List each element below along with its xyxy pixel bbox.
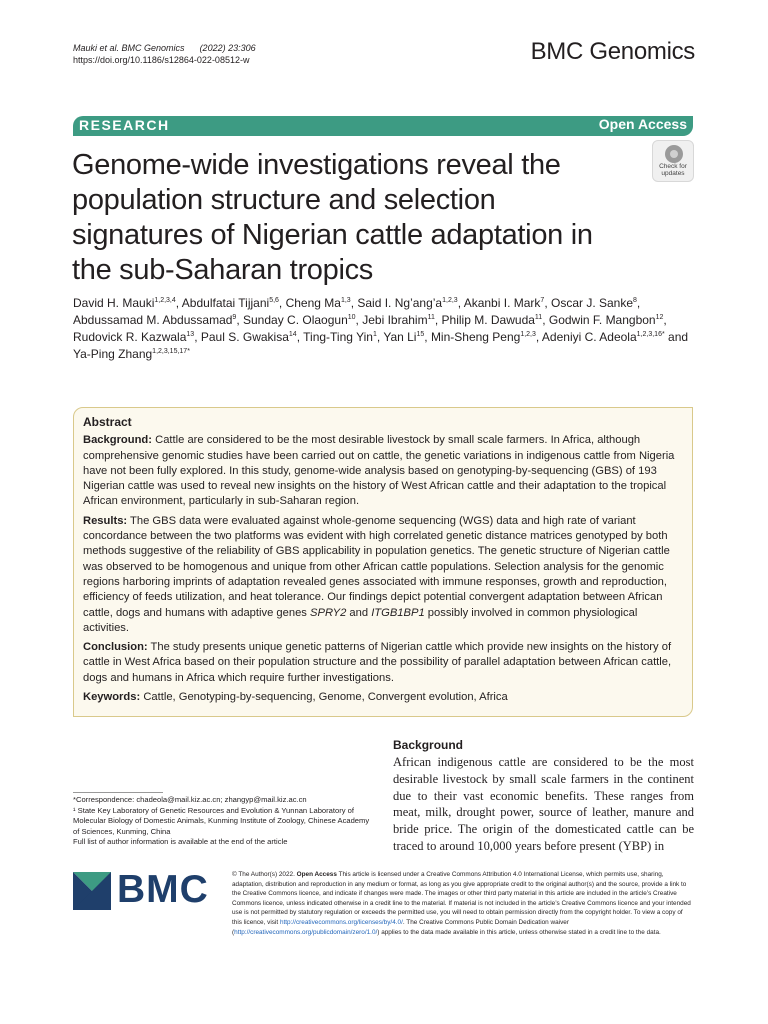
abstract-background — [83, 433, 683, 509]
author-affiliation: 5,6 — [269, 297, 279, 304]
license-link-by[interactable]: http://creativecommons.org/licenses/by/4.0/ — [279, 918, 403, 926]
background-body: African indigenous cattle are considered to be the most desirable livestock by small scale farmers in the continent due to their vast economic benefits. These ranges from meat, milk, drought power, source of leather, manure and bride price. The origin of the domesticated cattle can be traced to around 10,000 years before present (YBP) in — [393, 755, 694, 853]
author-separator: , — [175, 296, 182, 310]
author-list — [73, 295, 698, 363]
author-name: Adeniyi C. Adeola — [541, 330, 637, 344]
author-separator: , — [278, 296, 286, 310]
author-affiliation: 1,2,3 — [442, 297, 458, 304]
background-text: Cattle are considered to be the most desirable livestock by small scale farmers. In Africa, although comprehensive genomic studies have been carried out on cattle, the genetic variations in indigenous cattle from Nigeria have not been fully explored. In this study, genome-wide analysis based on genotyping-by-sequencing (GBS) of 193 Nigerian cattle was used to reveal new insights on the history of West African cattle and their adaptation to the tropical African environment, particularly in sub-Saharan region. — [83, 434, 675, 508]
author-name: Sunday C. Olaogun — [243, 313, 348, 327]
author-separator: , — [424, 330, 431, 344]
author-separator: , — [535, 330, 542, 344]
author-separator: , — [457, 296, 464, 310]
abstract-conclusion — [83, 640, 683, 686]
check-updates-line1: Check for — [659, 163, 687, 170]
license-text — [232, 870, 694, 937]
author-separator: , — [542, 313, 549, 327]
author-separator: , — [544, 296, 551, 310]
section-label: RESEARCH — [79, 117, 170, 133]
open-access-label: Open Access — [598, 116, 687, 132]
author-separator: , — [296, 330, 304, 344]
results-text-b: possibly involved in common physiological activities. — [83, 606, 638, 634]
abstract-results — [83, 514, 683, 636]
author-affiliation: 11 — [534, 314, 543, 321]
keywords-text: Cattle, Genotyping-by-sequencing, Genome, Convergent evolution, Africa — [143, 691, 508, 704]
author-name: Cheng Ma — [285, 296, 341, 310]
results-text-a: The GBS data were evaluated against whole-genome sequencing (WGS) data and high rate of variant concordance between the two platforms was evident with high correlated genetic distance matrices genotyped by both methods suggestive of the reliability of GBS applicability in population genetics. The genetic structure of Nigerian cattle was observed to be homogenous and unique from other African cattle populations. Selection analysis for the genomic regions harboring imprints of adaptation revealed genes associated with immune responses, growth and reproduction, efficiency of feeds utilization, and heat tolerance. Our findings depict potential convergent adaptation between African cattle, dogs and humans with adaptive genes — [83, 514, 670, 619]
footnote-rule — [73, 792, 163, 793]
author-info-note: Full list of author information is available at the end of the article — [73, 837, 288, 847]
author-separator: , — [194, 330, 201, 344]
bmc-logo — [73, 868, 213, 918]
author-affiliation: 1,2,3 — [520, 331, 536, 338]
abstract-box — [73, 407, 693, 717]
author-affiliation: 7 — [540, 297, 545, 304]
license-text-c: ) applies to the data made available in this article, unless otherwise stated in a credit line to the data. — [377, 928, 661, 936]
bmc-logo-mark-icon — [73, 872, 111, 910]
author-separator: , — [355, 313, 363, 327]
author-affiliation: 1 — [372, 331, 377, 338]
author-name: Philip M. Dawuda — [441, 313, 535, 327]
paper-title: Genome-wide investigations reveal the population structure and selection signatures of Nigerian cattle adaptation in the sub-Saharan tropics — [72, 149, 593, 286]
author-separator: , — [663, 313, 667, 327]
author-affiliation: 9 — [232, 314, 237, 321]
results-and: and — [346, 606, 372, 619]
author-name: Jebi Ibrahim — [362, 313, 428, 327]
author-affiliation: 11 — [427, 314, 435, 321]
author-name: David H. Mauki — [73, 296, 155, 310]
author-name: Said I. Ng’ang’a — [357, 296, 443, 310]
check-updates-line2: updates — [661, 170, 685, 177]
author-name: Abdulfatai Tijjani — [181, 296, 270, 310]
abstract-keywords — [83, 690, 683, 705]
gene-itgb1bp1: ITGB1BP1 — [371, 606, 425, 619]
author-affiliation: 14 — [288, 331, 297, 338]
author-affiliation: 15 — [416, 331, 425, 338]
license-lead: © The Author(s) 2022. — [232, 871, 297, 878]
check-updates-text — [653, 163, 693, 177]
license-text-b: . The Creative Commons Public Domain Dedication waiver ( — [232, 918, 569, 936]
keywords-label: Keywords: — [83, 691, 141, 704]
journal-name: BMC Genomics — [530, 38, 695, 65]
license-link-zero[interactable]: http://creativecommons.org/publicdomain/zero/1.0/ — [234, 928, 378, 936]
author-name: Oscar J. Sanke — [550, 296, 634, 310]
background-heading: Background — [393, 738, 464, 752]
update-icon — [665, 145, 683, 163]
author-affiliation: 13 — [186, 331, 195, 338]
citation-line — [73, 42, 256, 54]
author-affiliation: 1,2,3,15,17* — [152, 348, 190, 355]
author-separator: , — [236, 313, 243, 327]
author-separator: , — [376, 330, 384, 344]
gene-spry2: SPRY2 — [310, 606, 347, 619]
author-name: Min-Sheng Peng — [430, 330, 521, 344]
author-name: Akanbi I. Mark — [463, 296, 541, 310]
author-separator: , — [350, 296, 358, 310]
author-name: Abdussamad M. Abdussamad — [73, 313, 233, 327]
section-banner — [73, 116, 693, 136]
abstract-heading: Abstract — [83, 415, 132, 429]
author-affiliation: 1,2,3,16* — [636, 331, 665, 338]
background-label: Background: — [83, 434, 152, 447]
conclusion-label: Conclusion: — [83, 641, 148, 654]
author-separator: , — [636, 296, 641, 310]
bmc-logo-text: BMC — [117, 868, 209, 911]
author-affiliation: 8 — [633, 297, 637, 304]
author-name: Rudovick R. Kazwala — [73, 330, 187, 344]
citation-block — [73, 42, 256, 66]
correspondence-emails[interactable]: *Correspondence: chadeola@mail.kiz.ac.cn; zhangyp@mail.kiz.ac.cn — [73, 795, 307, 804]
license-open-access: Open Access — [296, 871, 337, 878]
author-name: Yan Li — [383, 330, 417, 344]
check-for-updates-button[interactable] — [652, 140, 694, 182]
author-affiliation: 12 — [655, 314, 664, 321]
license-text-a: This article is licensed under a Creative Commons Attribution 4.0 International License, which permits use, sharing, adaptation, distribution and reproduction in any medium or format, as long as you give appropriate credit to the original author(s) and the source, provide a link to the Creative Commons licence, and indicate if changes were made. The images or other third party material in this article are included in the article’s Creative Commons licence, unless indicated otherwise in a credit line to the material. If material is not included in the article’s Creative Commons licence and your intended use is not permitted by statutory regulation or exceeds the permitted use, you will need to obtain permission directly from the copyright holder. To view a copy of this licence, visit — [232, 871, 691, 926]
citation-issue: (2022) 23:306 — [199, 43, 256, 53]
results-label: Results: — [83, 514, 128, 527]
author-name: Godwin F. Mangbon — [548, 313, 656, 327]
author-affiliation: 1,3 — [340, 297, 351, 304]
conclusion-text: The study presents unique genetic patterns of Nigerian cattle which provide new insights on the history of cattle in West Africa based on their population structure and the possibility of parallel adaptation between African cattle, dogs and humans in Africa which require further investigations. — [83, 641, 672, 684]
correspondence-note — [73, 792, 373, 848]
author-name: Ting-Ting Yin — [303, 330, 373, 344]
doi-link[interactable]: https://doi.org/10.1186/s12864-022-08512-w — [73, 55, 250, 65]
affiliation-note: ¹ State Key Laboratory of Genetic Resources and Evolution & Yunnan Laboratory of Molecular Biology of Domestic Animals, Kunming Institute of Zoology, Chinese Academy of Sciences, Kunming, China — [73, 805, 370, 836]
author-separator: and — [664, 330, 689, 344]
author-separator: , — [434, 313, 442, 327]
citation-authors: Mauki et al. BMC Genomics — [73, 43, 185, 53]
author-affiliation: 10 — [347, 314, 356, 321]
author-name: Ya-Ping Zhang — [73, 347, 153, 361]
author-affiliation: 1,2,3,4 — [154, 297, 176, 304]
author-name: Paul S. Gwakisa — [200, 330, 289, 344]
